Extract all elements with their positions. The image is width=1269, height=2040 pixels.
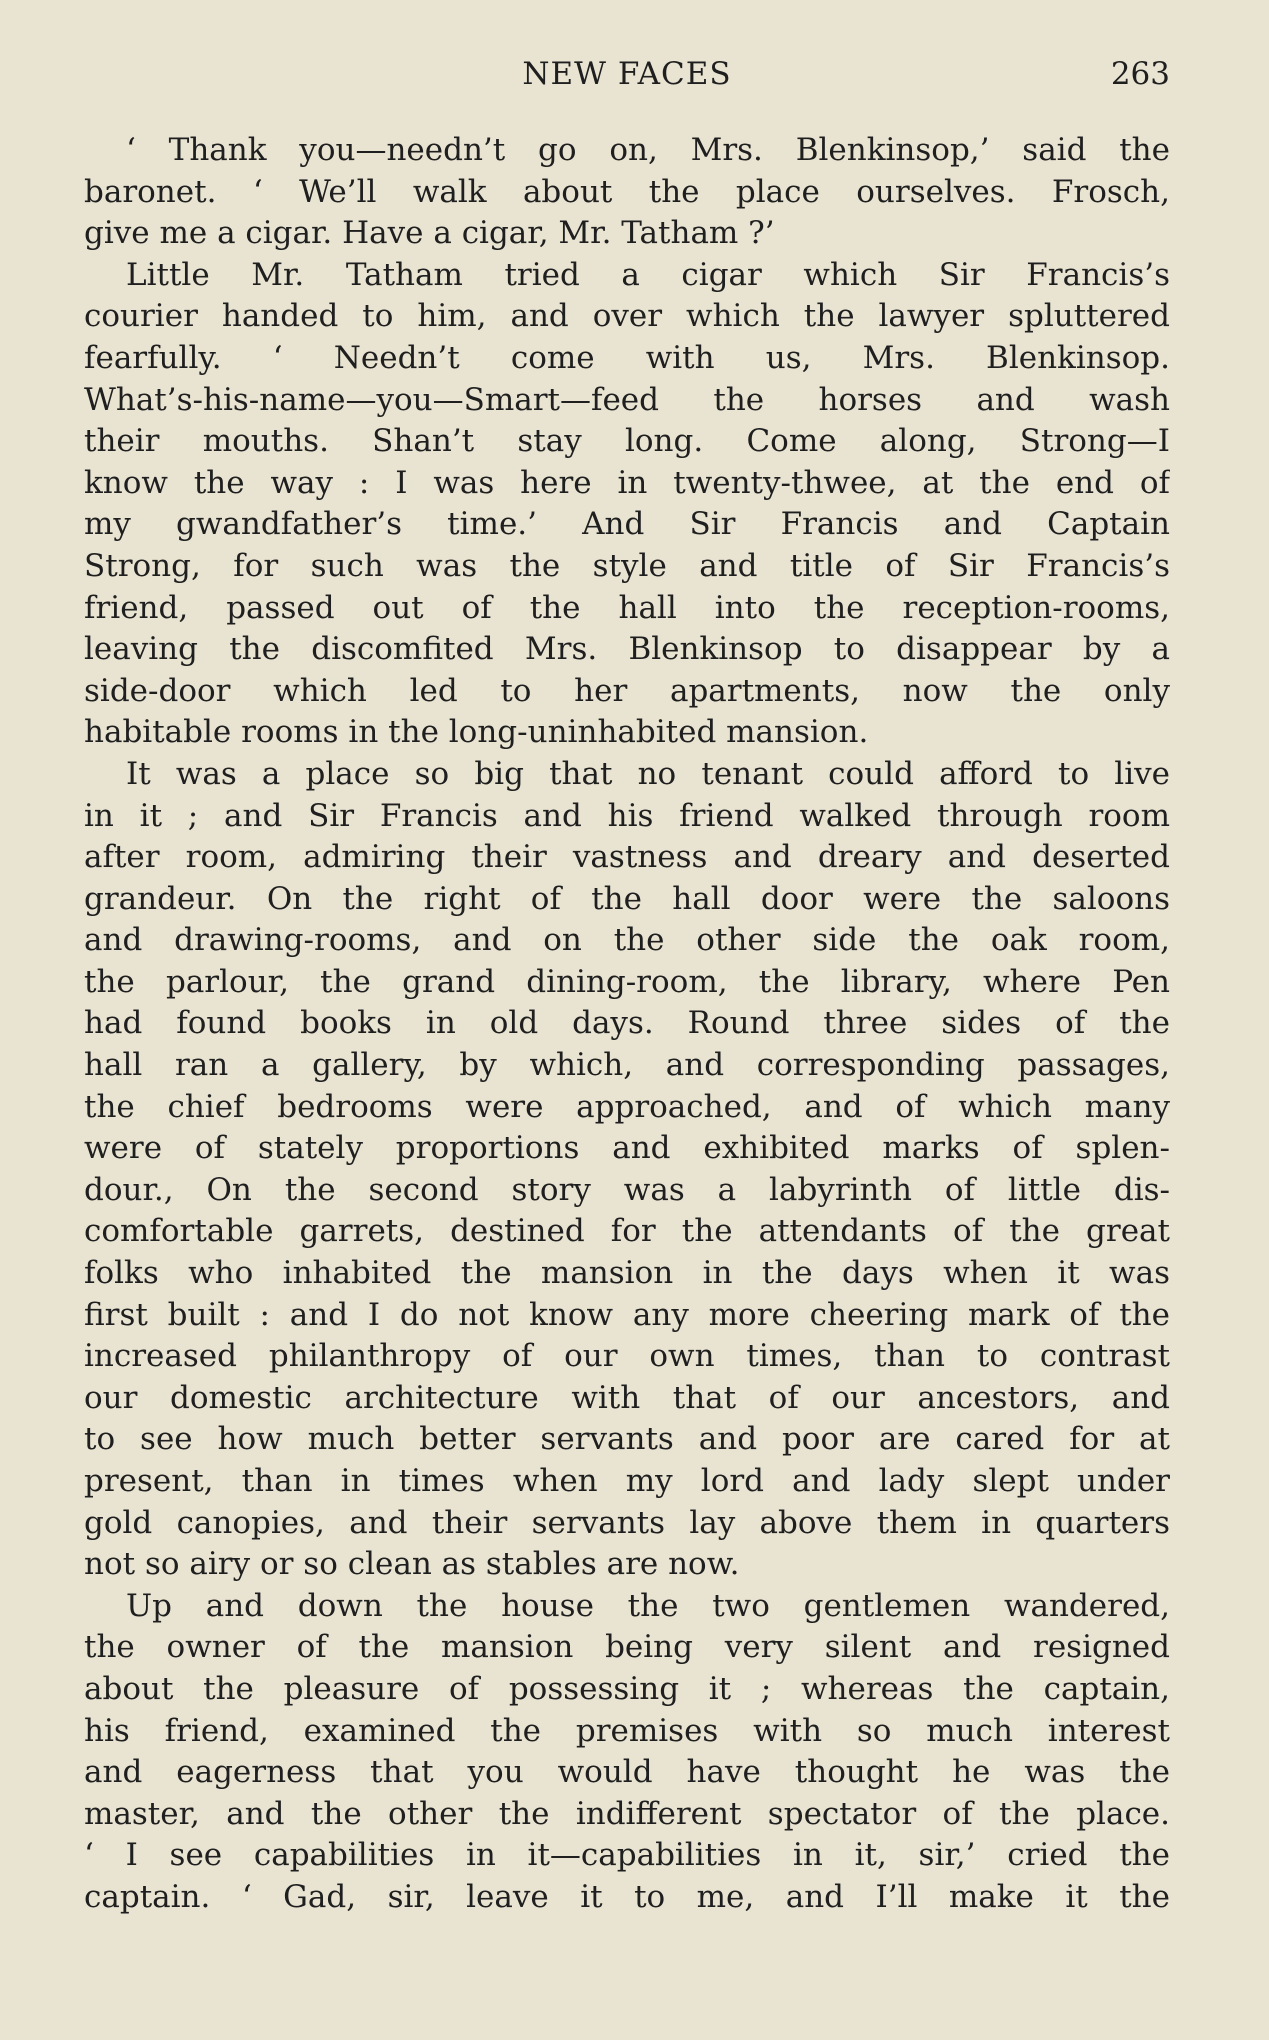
- text-line: ‘ I see capabilities in it—capabilities in it, sir,’ cried the: [84, 1837, 1170, 1874]
- text-line: leaving the discomfited Mrs. Blenkinsop to disappear by a: [84, 631, 1170, 668]
- text-line: It was a place so big that no tenant could afford to live: [126, 755, 1170, 792]
- text-line: ‘ Thank you—needn’t go on, Mrs. Blenkinsop,’ said the: [126, 132, 1170, 168]
- text-line: side-door which led to her apartments, now the only: [84, 672, 1170, 709]
- text-line: Little Mr. Tatham tried a cigar which Sir Francis’s: [126, 256, 1170, 293]
- text-line: Strong, for such was the style and title of Sir Francis’s: [84, 547, 1170, 584]
- text-line: grandeur. On the right of the hall door were the saloons: [84, 880, 1170, 917]
- text-line: his friend, examined the premises with so much interest: [84, 1712, 1170, 1749]
- text-line: captain. ‘ Gad, sir, leave it to me, and I’ll make it the: [84, 1878, 1170, 1915]
- text-line: gold canopies, and their servants lay above them in quarters: [84, 1504, 1170, 1541]
- text-line: after room, admiring their vastness and dreary and deserted: [84, 839, 1170, 876]
- page-number: 263: [1110, 56, 1170, 92]
- text-line: and eagerness that you would have thought he was the: [84, 1754, 1170, 1791]
- text-line: dour., On the second story was a labyrinth of little dis-: [84, 1171, 1170, 1208]
- text-line: had found books in old days. Round three sides of the: [84, 1005, 1170, 1042]
- text-line: Up and down the house the two gentlemen wandered,: [126, 1587, 1170, 1624]
- text-line: friend, passed out of the hall into the reception-rooms,: [84, 589, 1170, 626]
- text-line: present, than in times when my lord and lady slept under: [84, 1463, 1170, 1499]
- text-line: comfortable garrets, destined for the attendants of the great: [84, 1213, 1170, 1250]
- text-line: first built : and I do not know any more cheering mark of the: [84, 1296, 1170, 1333]
- body-text: [84, 130, 1170, 1919]
- text-line: baronet. ‘ We’ll walk about the place ourselves. Frosch,: [84, 173, 1170, 210]
- text-line: hall ran a gallery, by which, and corresponding passages,: [84, 1047, 1170, 1084]
- text-line: our domestic architecture with that of our ancestors, and: [84, 1379, 1170, 1416]
- text-line: increased philanthropy of our own times, than to contrast: [84, 1338, 1170, 1375]
- text-line: know the way : I was here in twenty-thwee, at the end of: [84, 464, 1170, 501]
- text-line: What’s-his-name—you—Smart—feed the horses and wash: [84, 381, 1170, 418]
- text-line: the chief bedrooms were approached, and of which many: [84, 1088, 1170, 1125]
- text-line: their mouths. Shan’t stay long. Come along, Strong—I: [84, 423, 1170, 460]
- text-line: the owner of the mansion being very silent and resigned: [84, 1629, 1170, 1666]
- text-line: give me a cigar. Have a cigar, Mr. Tatham ?’: [84, 215, 775, 252]
- page-header: [84, 56, 1170, 100]
- text-line: to see how much better servants and poor are cared for at: [84, 1421, 1170, 1458]
- text-line: were of stately proportions and exhibited marks of splen-: [84, 1130, 1170, 1167]
- text-line: in it ; and Sir Francis and his friend walked through room: [84, 797, 1170, 834]
- text-line: folks who inhabited the mansion in the days when it was: [84, 1255, 1170, 1292]
- running-head: NEW FACES: [522, 56, 732, 92]
- text-line: about the pleasure of possessing it ; whereas the captain,: [84, 1670, 1170, 1707]
- text-line: master, and the other the indifferent spectator of the place.: [84, 1795, 1170, 1832]
- text-line: courier handed to him, and over which the lawyer spluttered: [84, 298, 1170, 335]
- text-line: the parlour, the grand dining-room, the library, where Pen: [84, 963, 1170, 1000]
- text-line: not so airy or so clean as stables are now.: [84, 1546, 740, 1583]
- text-line: fearfully. ‘ Needn’t come with us, Mrs. Blenkinsop.: [84, 339, 1170, 376]
- text-line: my gwandfather’s time.’ And Sir Francis and Captain: [84, 506, 1170, 543]
- text-line: and drawing-rooms, and on the other side the oak room,: [84, 922, 1170, 959]
- text-line: habitable rooms in the long-uninhabited mansion.: [84, 714, 869, 751]
